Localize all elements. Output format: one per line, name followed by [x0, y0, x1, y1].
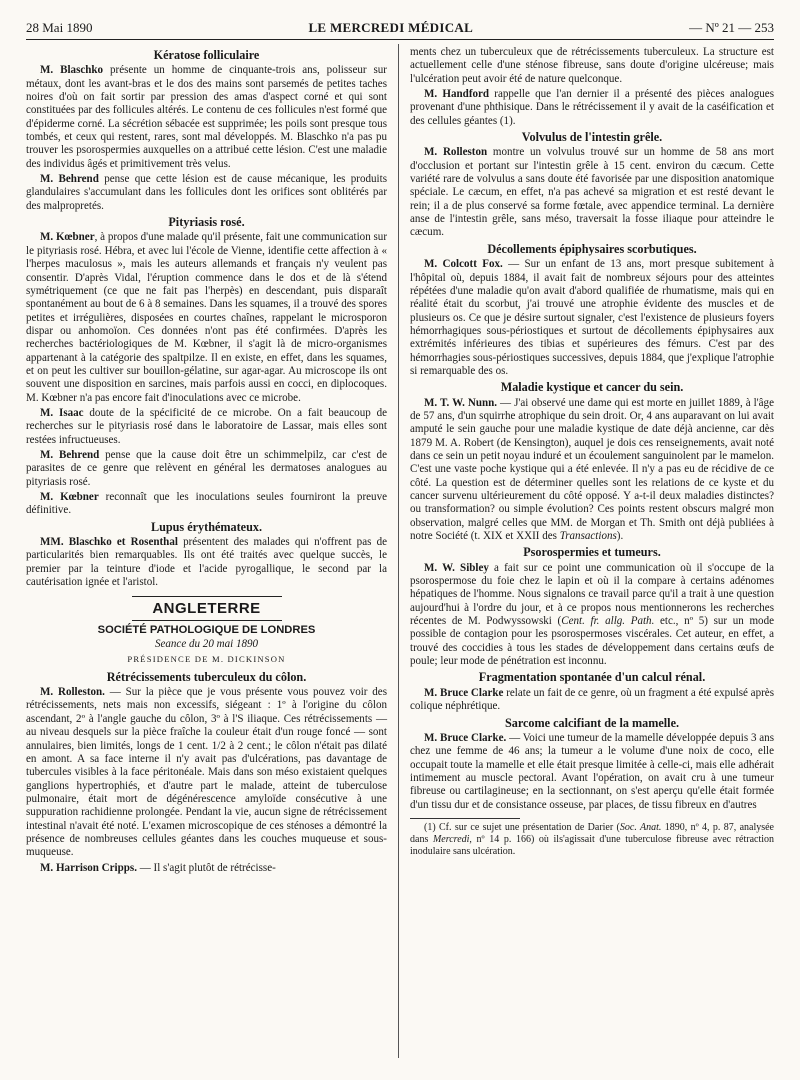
speaker-name: M. Handford — [424, 88, 490, 101]
speaker-name: M. T. W. Nunn. — [424, 396, 498, 409]
speaker-name: M. W. Sibley — [424, 561, 489, 574]
section-title: Lupus érythémateux. — [150, 519, 263, 534]
section-title: Volvulus de l'intestin grêle. — [521, 130, 663, 145]
country-heading: ANGLETERRE — [152, 600, 261, 618]
paragraph: M. Rolleston montre un volvulus trouvé sur un homme de 58 ans mort d'occlusion et portant sur l'intestin grêle à 15 cent. environ du cæcum. Cette variété rare de volvulus a sans doute été favorisée par une disposition anatomique spéciale. Le cæcum, en effet, n'a pas achevé sa migration et est resté devant le rein; il a de plus conservé sa forme fœtale, avec appendice terminal. La dernière anse de l'intestin grêle, sans méso, traversait la fosse iliaque pour atteindre le cæcum. — [410, 146, 774, 239]
paragraph: M. Harrison Cripps. — Il s'agit plutôt de rétrécisse- — [40, 861, 276, 874]
speaker-name: M. Bruce Clarke — [424, 686, 504, 699]
speaker-name: M. Colcott Fox. — [424, 258, 503, 271]
speaker-name: M. Kœbner — [40, 491, 99, 503]
section-title: Pityriasis rosé. — [168, 215, 245, 230]
section-title: Maladie kystique et cancer du sein. — [500, 380, 684, 395]
issue-number: — Nº 21 — 253 — [689, 20, 774, 35]
paragraph: M. Handford rappelle que l'an dernier il a présenté des pièces analogues provenant d'une phthisique. Dans le rétrécissement il y avait de la caséification et des cellules géantes (1). — [410, 88, 775, 127]
paragraph: MM. Blaschko et Rosenthal présentent des malades qui n'offrent pas de particularités bien remarquables. Ils ont été traités avec quelque succès, le premier par la teinture d'iode et l'acide pyrogallique, le second par la cautérisation ignée et l'aristol. — [26, 536, 387, 589]
footnote-rule — [410, 818, 520, 819]
section-title: Fragmentation spontanée d'un calcul rénal. — [478, 670, 706, 685]
left-column — [26, 46, 387, 875]
society-name: SOCIÉTÉ PATHOLOGIQUE DE LONDRES — [97, 623, 316, 636]
presidence: PRÉSIDENCE DE M. DICKINSON — [127, 654, 286, 665]
speaker-name: M. Behrend — [40, 173, 99, 186]
separator-rule — [132, 596, 282, 597]
paragraph: M. Blaschko présente un homme de cinquante-trois ans, polisseur sur métaux, dont les avant-bras et le dos des mains sont parsemés de petites taches noires d'où on fait sortir par pression des amas d'aspect corné et qui sont constituées par des follicules altérés. Le contenu de ces follicules n'est formé que d'épiderme corné. La sécrétion sébacée est supprimée; les poils sont presque tous tombés, et ceux qui restent, rares, sont mal développés. M. Blaschko n'a pas pu trouver les psorospermies auxquelles on a attribué cette lésion. C'est une maladie des individus âgés et primitivement très velus. — [26, 64, 387, 170]
speaker-name: M. Harrison Cripps. — [40, 861, 137, 874]
paragraph: ments chez un tuberculeux que de rétrécissements tuberculeux. La structure est actuellement celle d'une sténose fibreuse, sans doute d'origine ulcéreuse; mais l'ulcération peut avoir été de nature quelconque. — [410, 46, 774, 85]
paragraph: M. W. Sibley a fait sur ce point une communication où il s'occupe de la psorospermose du foie chez le lapin et où il la compare à certains adénomes hépatiques de l'homme. Nous signalons ce travail parce qu'il a trait à une question aujourd'hui à l'ordre du jour, et à ce propos nous mentionnerons les recherches récentes de M. Podwyssowski (Cent. fr. allg. Path. etc., nº 5) sur un mode possible de contagion pour les psorospermoses viscérales. Cet auteur, en effet, a trouvé des coccidies à tous les stades de développement dans certains œufs de poule; leur mode de pénétration est inconnu. — [410, 561, 774, 668]
paragraph: M. Isaac doute de la spécificité de ce microbe. On a fait beaucoup de recherches sur le pityriasis rosé dans le laboratoire de Lassar, mais elles sont restées infructueuses. — [26, 406, 387, 446]
speaker-name: M. Bruce Clarke. — [424, 731, 507, 744]
speaker-name: M. Rolleston — [424, 146, 488, 159]
session-date: Seance du 20 mai 1890 — [154, 638, 259, 651]
speaker-name: M. Behrend — [40, 448, 100, 461]
paragraph: M. Bruce Clarke. — Voici une tumeur de la mamelle développée depuis 3 ans chez une femme de 46 ans; la tumeur a le volume d'une noix de coco, elle occupait toute la mamelle et elle était presque limitée à celle-ci, mais elle adhérait intimement au muscle pectoral. Avant l'opération, on avait cru à une tumeur fibreuse ou cartilagineuse; en la sectionnant, on s'est aperçu qu'elle était formée d'un tissu dur et de consistance osseuse, par places, de tissu fibreux en d'autres — [410, 731, 774, 811]
paragraph: M. T. W. Nunn. — J'ai observé une dame qui est morte en juillet 1889, à l'âge de 57 ans, d'un squirrhe atrophique du sein droit. Or, 4 ans auparavant on lui avait amputé le sein gauche pour une maladie kystique de date déjà ancienne, car dès 1879 M. A. Robert (de Kensington), auquel je dois ces renseignements, avait noté dans ce sein un petit noyau induré et un écoulement sanguinolent par le mamelon. C'est une vaste poche kystique qui a été enlevée. Il n'y a pas eu de récidive de ce côté. La question est de déterminer quelles sont les relations de ce kyste et du cancer survenu ultérieurement du côté opposé. Y a-t-il deux maladies distinctes? ou transformation? ou simple évolution? Ces points restent obscurs malgré mon observation, malgré celles que MM. de Morgan et Th. Smith ont déjà publiées à notre Société (t. XIX et XXII des Transactions). — [410, 396, 774, 543]
section-title: Kératose folliculaire — [153, 48, 260, 62]
paragraph: M. Kœbner, à propos d'une malade qu'il présente, fait une communication sur le pityriasis rosé. Hébra, et avec lui l'école de Vienne, identifie cette affection à « l'herpes maculosus », mais les auteurs allemands et français n'y veulent pas consentir. D'après Vidal, l'éruption commence dans le dos et de là s'étend symétriquement (ce que ne fait pas l'herpès) en descendant, puis disparaît spontanément au bout de 6 à 8 semaines. Dans les squames, il a trouvé des spores petites et irrégulières, disposées en courtes chaînes, rappelant le microsporon dispar ou anhomoïon. Ces données n'ont pas été confirmées. D'après les recherches bactériologiques de M. Kœbner, il s'agit là de micro-organismes appartenant à la catégorie des spaltpilze. Il en existe, en effet, dans les squames, et on peut les cultiver sur bouillon-gélatine, sur agar-agar. Au microscope ils ont souvent une disposition en sarcines, mais parfois aussi en cocci, en diplocoques. M. Kœbner n'a pas encore fait d'inoculations avec ce microbe. — [26, 231, 387, 404]
speaker-name: M. Kœbner — [40, 231, 95, 244]
speaker-name: M. Isaac — [40, 406, 84, 419]
right-column — [410, 46, 774, 858]
footnote: (1) Cf. sur ce sujet une présentation de Darier (Soc. Anat. 1890, nº 4, p. 87, analysée dans Mercredi, nº 14 p. 166) où ils'agissait d'une tuberculose fibreuse avec rétraction inodulaire sans ulcération. — [410, 821, 774, 857]
column-rule — [398, 44, 399, 1058]
separator-rule — [132, 620, 282, 621]
section-title: Psorospermies et tumeurs. — [523, 545, 661, 560]
paragraph: M. Behrend pense que la cause doit être un schimmelpilz, car c'est de parasites de ce genre que relèvent en général les dermatoses analogues au pityriasis rosé. — [26, 448, 387, 488]
header-date: 28 Mai 1890 — [26, 20, 93, 35]
speaker-name: M. Rolleston. — [40, 686, 105, 699]
speaker-name: MM. Blaschko et Rosenthal — [40, 536, 178, 549]
speaker-name: M. Blaschko — [40, 64, 104, 77]
section-title: Rétrécissements tuberculeux du côlon. — [106, 669, 307, 684]
paragraph: M. Colcott Fox. — Sur un enfant de 13 ans, mort presque subitement à l'hôpital où, depuis 1884, il avait fait de nombreux séjours pour des atteintes répétées d'une maladie qu'on avait d'abord qualifiée de rhumatisme, mais qui en réalité était du scorbut, j'ai trouvé une atrophie évidente des muscles et de plusieurs os. Ce que je désire surtout signaler, c'est l'existence de plusieurs foyers hémorrhagiques sous-périostiques et surtout de décollements épiphysaires aux extrémités inférieures des tibias et supérieures des fémurs. C'est par des hémorrhagies sous-périostiques successives, depuis 1884, que j'explique l'atrophie si remarquable des os. — [410, 258, 774, 377]
journal-title: LE MERCREDI MÉDICAL — [308, 20, 474, 35]
paragraph: M. Behrend pense que cette lésion est de cause mécanique, les produits glandulaires s'accumulant dans les follicules dont les orifices sont oblitérés par des malpropretés. — [26, 173, 387, 212]
page-header — [26, 14, 774, 40]
paragraph: M. Bruce Clarke relate un fait de ce genre, où un fragment a été expulsé après colique néphrétique. — [410, 686, 774, 713]
section-title: Sarcome calcifiant de la mamelle. — [504, 715, 680, 730]
paragraph: M. Kœbner reconnaît que les inoculations seules fourniront la preuve définitive. — [26, 491, 387, 517]
section-title: Décollements épiphysaires scorbutiques. — [487, 241, 697, 256]
paragraph: M. Rolleston. — Sur la pièce que je vous présente vous pouvez voir des rétrécissements, nets mais non excessifs, siégeant : 1º à l'origine du côlon ascendant, 2º à l'angle gauche du côlon, 3º à l'S iliaque. Ces rétrécissements — au niveau desquels sur la pièce fraîche la couleur était d'un rouge foncé — sont annulaires, bien limités, longs de 1 cent. 1/2 à 2 cent.; le côlon n'était pas dilaté en amont. A sa face interne il n'y avait pas d'ulcérations, pas davantage de tubercules visibles à la face péritonéale. Mais dans son méso existaient quelques ganglions hypertrophiés, et d'autre part le malade, atteint de tuberculose pulmonaire, était mort de dégénérescence amyloïde consécutive à une suppuration rachidienne prolongée. Pendant la vie, aucun signe de rétrécissement intestinal n'avait été noté. L'examen microscopique de ces sténoses a démontré la présence de nombreuses cellules géantes dans les couches muqueuse et sous-muqueuse. — [26, 686, 387, 859]
